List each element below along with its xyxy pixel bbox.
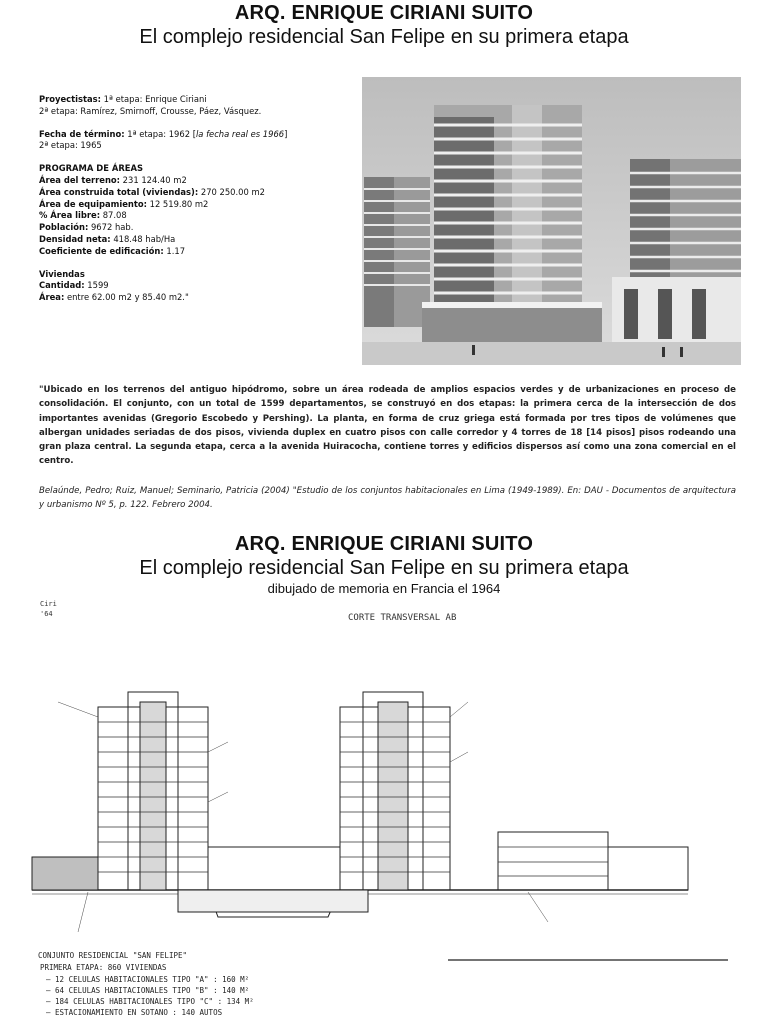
area-label: Población: — [39, 222, 89, 233]
viviendas-heading-text: Viviendas — [39, 268, 85, 279]
area-label: Coeficiente de edificación: — [39, 245, 164, 256]
legend-line: CONJUNTO RESIDENCIAL "SAN FELIPE" — [38, 951, 188, 960]
cross-section-sketch — [28, 592, 740, 1024]
section-2-subtitle: El complejo residencial San Felipe en su primera etapa — [139, 557, 629, 579]
legend-line: — 184 CELULAS HABITACIONALES TIPO "C" : 134 M² — [46, 997, 254, 1006]
viviendas-heading — [39, 269, 359, 281]
section-2-caption: dibujado de memoria en Francia el 1964 — [267, 581, 501, 596]
legend-line: PRIMERA ETAPA: 860 VIVIENDAS — [40, 963, 167, 972]
area-label: Área de equipamiento: — [39, 198, 147, 209]
area-label: % Área libre: — [39, 210, 101, 221]
project-info — [39, 94, 359, 304]
ground — [362, 342, 741, 365]
area-value: 418.48 hab/Ha — [110, 233, 176, 244]
section-label: CORTE TRANSVERSAL AB — [348, 613, 457, 623]
fecha-note: la fecha real es 1966 — [195, 128, 285, 139]
legend-line: — 64 CELULAS HABITACIONALES TIPO "B" : 140 M² — [46, 986, 250, 995]
corner-note-2: '64 — [40, 610, 53, 618]
corner-note-1: Ciri — [40, 600, 57, 608]
area-range-label: Área: — [39, 292, 65, 303]
area-value: 12 519.80 m2 — [146, 198, 209, 209]
area-value: 231 124.40 m2 — [120, 174, 187, 185]
section-2-title: ARQ. ENRIQUE CIRIANI SUITO — [234, 533, 534, 555]
proyectistas-line-2: 2ª etapa: Ramírez, Smirnoff, Crousse, Páez, Vásquez. — [39, 105, 262, 116]
central-tower — [422, 105, 602, 347]
area-range-row — [39, 292, 359, 304]
fecha-bracket: ] — [284, 128, 288, 139]
building-photo-illustration — [362, 77, 741, 365]
cross-section-drawing — [28, 592, 740, 1024]
proyectistas-label: Proyectistas: — [39, 94, 101, 104]
area-row — [39, 175, 359, 187]
fecha-stage-1: 1ª etapa: 1962 [ — [124, 128, 196, 139]
area-row — [39, 234, 359, 246]
proyectistas-line-1 — [39, 94, 359, 106]
area-row — [39, 222, 359, 234]
programa-heading-text: PROGRAMA DE ÁREAS — [39, 163, 143, 174]
proyectistas-stage-1: 1ª etapa: Enrique Ciriani — [100, 94, 207, 104]
legend-line: — 12 CELULAS HABITACIONALES TIPO "A" : 160 M² — [46, 975, 250, 984]
area-value: 270 250.00 m2 — [198, 186, 265, 197]
page-subtitle: El complejo residencial San Felipe en su primera etapa — [139, 26, 629, 48]
area-value: 9672 hab. — [88, 222, 134, 233]
left-tower — [364, 177, 430, 327]
area-label: Densidad neta: — [39, 233, 111, 244]
programa-heading — [39, 163, 359, 175]
area-row — [39, 210, 359, 222]
cantidad-value: 1599 — [84, 280, 109, 291]
area-label: Área construida total (viviendas): — [39, 186, 199, 197]
fecha-line-1 — [39, 129, 359, 141]
right-tower — [612, 159, 741, 347]
area-range-value: entre 62.00 m2 y 85.40 m2." — [64, 292, 189, 303]
building-photo — [362, 77, 741, 365]
fecha-label: Fecha de término: — [39, 128, 125, 139]
area-row — [39, 199, 359, 211]
quote-paragraph: "Ubicado en los terrenos del antiguo hipódromo, sobre un área rodeada de amplios espacios verdes y de urbanizaciones en proceso de consolidación. El conjunto, con un total de 1599 departamentos, se construyó en dos etapas: la primera cerca de la intersección de dos importantes avenidas (Gregorio Escobedo y Pershing). La planta, en forma de cruz griega está formada por tres tipos de volúmenes que albergan unidades seriadas de dos pisos, vivienda duplex en cuatro pisos con calle corredor y 4 torres de 18 [14 pisos] pisos rodeando una gran plaza central. La segunda etapa, cerca a la avenida Huiracocha, contiene torres y edificios dispersos así como una zona comercial en el centro. — [39, 385, 736, 467]
legend-line: — ESTACIONAMIENTO EN SOTANO : 140 AUTOS — [46, 1008, 223, 1017]
area-row — [39, 187, 359, 199]
reference-citation: Belaúnde, Pedro; Ruiz, Manuel; Seminario, Patricia (2004) "Estudio de los conjuntos habitacionales en Lima (1949-1989). En: DAU - Documentos de arquitectura y urbanismo Nº 5, p. 122. Febrero 2004. — [39, 486, 736, 511]
area-value: 87.08 — [100, 210, 127, 221]
area-row — [39, 246, 359, 258]
area-value: 1.17 — [163, 245, 186, 256]
fecha-line-2: 2ª etapa: 1965 — [39, 140, 102, 151]
cantidad-row — [39, 280, 359, 292]
page-title: ARQ. ENRIQUE CIRIANI SUITO — [234, 2, 534, 24]
cantidad-label: Cantidad: — [39, 280, 85, 291]
area-label: Área del terreno: — [39, 174, 121, 185]
